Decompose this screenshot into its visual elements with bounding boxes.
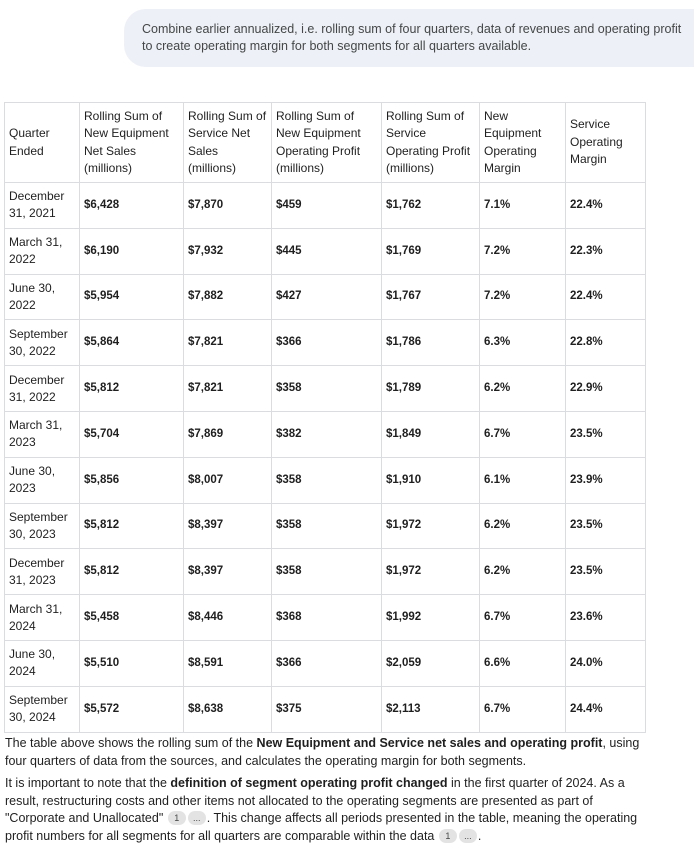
new-equipment-operating-profit-cell: $358 (272, 457, 382, 503)
quarter-cell: September 30, 2023 (5, 503, 80, 549)
new-equipment-margin-cell: 6.3% (480, 320, 566, 366)
service-margin-cell: 22.9% (566, 366, 646, 412)
quarter-cell: June 30, 2023 (5, 457, 80, 503)
new-equipment-net-sales-cell: $5,812 (80, 549, 184, 595)
new-equipment-net-sales-cell: $5,704 (80, 411, 184, 457)
table-row (5, 320, 646, 366)
summary-bold-text: definition of segment operating profit changed (170, 776, 448, 790)
service-margin-cell: 22.4% (566, 183, 646, 229)
user-prompt-text: Combine earlier annualized, i.e. rolling sum of four quarters, data of revenues and operating profit to create operating margin for both segments for all quarters available. (142, 22, 682, 53)
service-margin-cell: 23.5% (566, 411, 646, 457)
header-service-operating-margin: Service Operating Margin (566, 103, 646, 183)
service-net-sales-cell: $8,446 (184, 595, 272, 641)
header-new-equipment-operating-profit: Rolling Sum of New Equipment Operating Profit (millions) (272, 103, 382, 183)
summary-text: . (477, 828, 482, 843)
table-row (5, 686, 646, 732)
service-margin-cell: 22.3% (566, 228, 646, 274)
new-equipment-net-sales-cell: $5,458 (80, 595, 184, 641)
service-margin-cell: 24.4% (566, 686, 646, 732)
service-margin-cell: 24.0% (566, 640, 646, 686)
quarter-cell: March 31, 2022 (5, 228, 80, 274)
new-equipment-operating-profit-cell: $459 (272, 183, 382, 229)
new-equipment-operating-profit-cell: $375 (272, 686, 382, 732)
table-row (5, 274, 646, 320)
header-new-equipment-operating-margin: New Equipment Operating Margin (480, 103, 566, 183)
new-equipment-operating-profit-cell: $366 (272, 320, 382, 366)
summary-text: It is important to note that the (5, 776, 171, 790)
service-margin-cell: 23.5% (566, 549, 646, 595)
service-operating-profit-cell: $2,113 (382, 686, 480, 732)
service-net-sales-cell: $7,882 (184, 274, 272, 320)
header-service-operating-profit: Rolling Sum of Service Operating Profit (millions) (382, 103, 480, 183)
quarter-cell: June 30, 2024 (5, 640, 80, 686)
new-equipment-margin-cell: 6.7% (480, 595, 566, 641)
header-service-net-sales: Rolling Sum of Service Net Sales (millions) (184, 103, 272, 183)
header-quarter-ended: Quarter Ended (5, 103, 80, 183)
service-operating-profit-cell: $1,910 (382, 457, 480, 503)
new-equipment-margin-cell: 7.1% (480, 183, 566, 229)
new-equipment-operating-profit-cell: $366 (272, 640, 382, 686)
service-operating-profit-cell: $1,849 (382, 411, 480, 457)
service-net-sales-cell: $7,932 (184, 228, 272, 274)
service-margin-cell: 22.4% (566, 274, 646, 320)
summary-text: The table above shows the rolling sum of the (5, 736, 257, 750)
new-equipment-margin-cell: 7.2% (480, 228, 566, 274)
source-citation-chip[interactable]: 1 (439, 829, 457, 843)
quarter-cell: September 30, 2024 (5, 686, 80, 732)
summary-text: . This change affects all periods presented in the table, meaning the operating profit numbers for all segments for all quarters are comparable within the data (5, 811, 638, 843)
quarter-cell: March 31, 2023 (5, 411, 80, 457)
service-margin-cell: 22.8% (566, 320, 646, 366)
service-operating-profit-cell: $1,786 (382, 320, 480, 366)
summary-bold-text: New Equipment and Service net sales and operating profit (256, 736, 603, 750)
service-operating-profit-cell: $1,992 (382, 595, 480, 641)
new-equipment-margin-cell: 6.1% (480, 457, 566, 503)
table-row (5, 183, 646, 229)
summary-paragraph-2 (5, 775, 650, 845)
more-sources-chip[interactable]: ... (188, 811, 206, 825)
new-equipment-margin-cell: 7.2% (480, 274, 566, 320)
quarter-cell: December 31, 2022 (5, 366, 80, 412)
service-net-sales-cell: $8,397 (184, 549, 272, 595)
new-equipment-margin-cell: 6.7% (480, 411, 566, 457)
new-equipment-net-sales-cell: $5,510 (80, 640, 184, 686)
service-operating-profit-cell: $1,767 (382, 274, 480, 320)
quarter-cell: December 31, 2023 (5, 549, 80, 595)
new-equipment-operating-profit-cell: $358 (272, 549, 382, 595)
new-equipment-net-sales-cell: $5,864 (80, 320, 184, 366)
service-operating-profit-cell: $1,972 (382, 503, 480, 549)
table-row (5, 457, 646, 503)
response-summary (5, 735, 650, 849)
service-margin-cell: 23.5% (566, 503, 646, 549)
source-citation-chip[interactable]: 1 (168, 811, 186, 825)
new-equipment-net-sales-cell: $5,954 (80, 274, 184, 320)
table-row (5, 595, 646, 641)
table-row (5, 640, 646, 686)
service-net-sales-cell: $7,821 (184, 366, 272, 412)
user-prompt-bubble (124, 9, 694, 67)
quarter-cell: September 30, 2022 (5, 320, 80, 366)
new-equipment-margin-cell: 6.2% (480, 366, 566, 412)
more-sources-chip[interactable]: ... (459, 829, 477, 843)
new-equipment-margin-cell: 6.7% (480, 686, 566, 732)
new-equipment-operating-profit-cell: $427 (272, 274, 382, 320)
quarter-cell: March 31, 2024 (5, 595, 80, 641)
new-equipment-net-sales-cell: $5,856 (80, 457, 184, 503)
service-net-sales-cell: $8,007 (184, 457, 272, 503)
new-equipment-net-sales-cell: $6,190 (80, 228, 184, 274)
service-net-sales-cell: $8,591 (184, 640, 272, 686)
new-equipment-net-sales-cell: $5,572 (80, 686, 184, 732)
new-equipment-net-sales-cell: $5,812 (80, 503, 184, 549)
service-margin-cell: 23.9% (566, 457, 646, 503)
service-net-sales-cell: $8,397 (184, 503, 272, 549)
service-operating-profit-cell: $1,769 (382, 228, 480, 274)
new-equipment-margin-cell: 6.2% (480, 549, 566, 595)
table-row (5, 503, 646, 549)
service-operating-profit-cell: $2,059 (382, 640, 480, 686)
new-equipment-operating-profit-cell: $368 (272, 595, 382, 641)
new-equipment-operating-profit-cell: $445 (272, 228, 382, 274)
service-net-sales-cell: $8,638 (184, 686, 272, 732)
response-table-container (4, 102, 645, 733)
margin-table (4, 102, 646, 733)
table-row (5, 411, 646, 457)
table-row (5, 366, 646, 412)
new-equipment-margin-cell: 6.2% (480, 503, 566, 549)
table-body (5, 183, 646, 733)
service-net-sales-cell: $7,869 (184, 411, 272, 457)
summary-text: , using four quarters of data from the sources, and calculates the operating margin for both segments. (5, 736, 640, 768)
new-equipment-operating-profit-cell: $382 (272, 411, 382, 457)
new-equipment-operating-profit-cell: $358 (272, 503, 382, 549)
service-net-sales-cell: $7,821 (184, 320, 272, 366)
service-margin-cell: 23.6% (566, 595, 646, 641)
quarter-cell: June 30, 2022 (5, 274, 80, 320)
service-net-sales-cell: $7,870 (184, 183, 272, 229)
new-equipment-operating-profit-cell: $358 (272, 366, 382, 412)
quarter-cell: December 31, 2021 (5, 183, 80, 229)
new-equipment-net-sales-cell: $6,428 (80, 183, 184, 229)
service-operating-profit-cell: $1,762 (382, 183, 480, 229)
table-header-row (5, 103, 646, 183)
table-row (5, 228, 646, 274)
summary-paragraph-1 (5, 735, 650, 770)
service-operating-profit-cell: $1,789 (382, 366, 480, 412)
summary-text: in the first quarter of 2024. As a result, restructuring costs and other items not allocated to the operating segments are presented as part of "Corporate and Unallocated" (5, 776, 625, 825)
new-equipment-margin-cell: 6.6% (480, 640, 566, 686)
service-operating-profit-cell: $1,972 (382, 549, 480, 595)
header-new-equipment-net-sales: Rolling Sum of New Equipment Net Sales (millions) (80, 103, 184, 183)
new-equipment-net-sales-cell: $5,812 (80, 366, 184, 412)
table-row (5, 549, 646, 595)
